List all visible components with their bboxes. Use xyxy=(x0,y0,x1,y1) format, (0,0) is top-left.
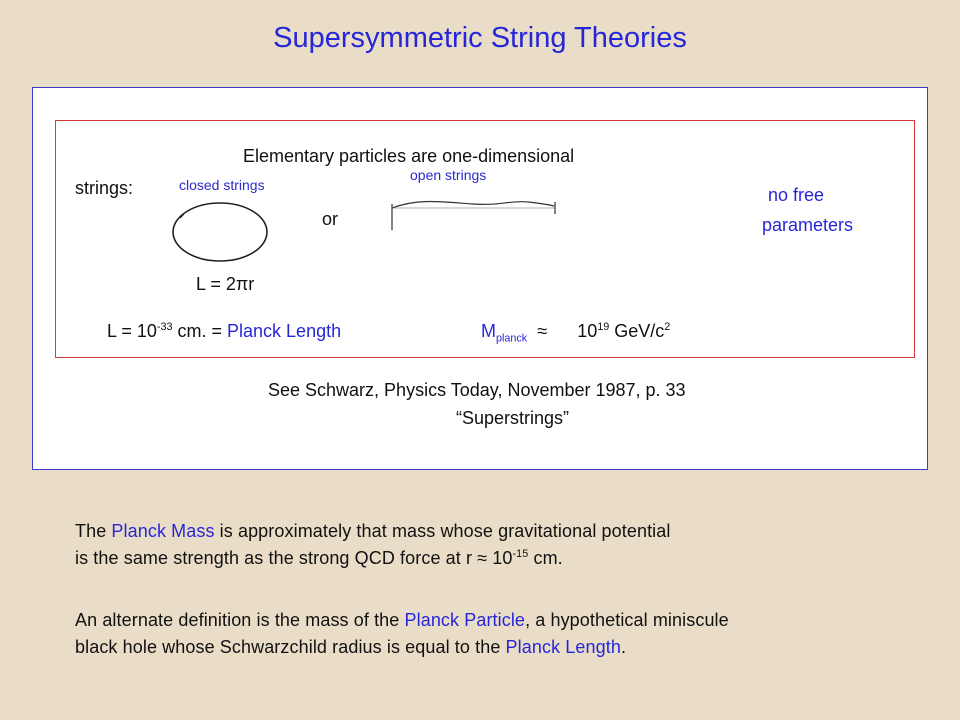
planck-mass-term: Planck Mass xyxy=(111,521,215,541)
reference-title: “Superstrings” xyxy=(456,408,570,428)
reference-citation: See Schwarz, Physics Today, November 1987, p. 33 xyxy=(268,380,686,400)
closed-string-drawing xyxy=(165,196,275,266)
body-line-2: is the same strength as the strong QCD force at $r \approx 10^{-15}$ cm. xyxy=(75,548,563,568)
intro-line: Elementary particles are one-dimensional xyxy=(243,146,575,166)
open-strings-label: open strings xyxy=(410,167,487,183)
planck-length-formula: $L = 10^{-33}$ cm. = Planck Length xyxy=(107,321,342,341)
open-string-drawing xyxy=(388,190,563,250)
parameters-label: parameters xyxy=(762,215,854,235)
planck-particle-term: Planck Particle xyxy=(404,610,526,630)
closed-strings-label: closed strings xyxy=(179,177,265,193)
planck-length-term: Planck Length xyxy=(505,637,621,657)
strings-label: strings: xyxy=(75,178,134,198)
body-line-4: black hole whose Schwarzchild radius is equal to the Planck Length. xyxy=(75,637,627,657)
planck-mass-formula: $M_{planck} \approx 10^{19}$ GeV/$c^2$ xyxy=(481,321,671,345)
or-label: or xyxy=(322,209,339,229)
body-line-1: The Planck Mass is approximately that mass whose gravitational potential xyxy=(75,521,671,541)
body-line-3: An alternate definition is the mass of the Planck Particle, a hypothetical miniscule xyxy=(75,610,729,630)
slide-title: Supersymmetric String Theories xyxy=(273,22,687,54)
circumference-formula: L = 2πr xyxy=(196,274,255,294)
no-free-label: no free xyxy=(768,185,825,205)
